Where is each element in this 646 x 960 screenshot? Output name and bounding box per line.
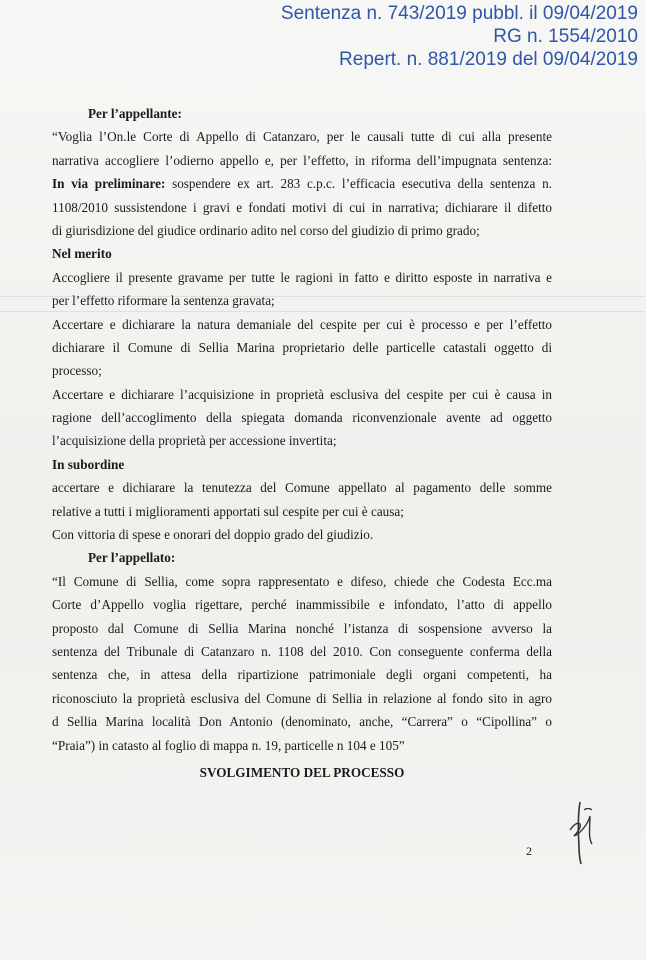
text-line: sentenza che, in attesa della ripartizione patrimoniale degli organi competenti, ha [52, 667, 552, 683]
document-body [52, 102, 552, 784]
text-line: sentenza del Tribunale di Catanzaro n. 1108 del 2010. Con conseguente conferma della [52, 643, 552, 659]
appellante-heading: Per l’appellante: [88, 106, 182, 121]
merito-heading: Nel merito [52, 246, 112, 262]
text-line: narrativa accogliere l’odierno appello e, per l’effetto, in riforma dell’impugnata sentenza: [52, 152, 552, 168]
text-line: Con vittoria di spese e onorari del doppio grado del giudizio. [52, 527, 374, 543]
text-line: Accogliere il presente gravame per tutte le ragioni in fatto e diritto esposte in narrativa e [52, 269, 552, 285]
text-line: Accertare e dichiarare l’acquisizione in proprietà esclusiva del cespite per cui è causa in [52, 386, 552, 402]
text-line: riconosciuto la proprietà esclusiva del Comune di Sellia in relazione al fondo sito in agro [52, 690, 552, 706]
signature-mark [566, 800, 598, 866]
page-number: 2 [526, 844, 532, 858]
repertorio-number: Repert. n. 881/2019 del 09/04/2019 [339, 49, 638, 70]
text-line: per l’effetto riformare la sentenza gravata; [52, 293, 275, 309]
text-line: In via preliminare: sospendere ex art. 283 c.p.c. l’efficacia esecutiva della sentenza n. [52, 176, 552, 192]
rg-number: RG n. 1554/2010 [493, 26, 638, 47]
text-line: 1108/2010 sussistendone i gravi e fondati motivi di cui in narrativa; dichiarare il difetto [52, 199, 552, 215]
sentence-number: Sentenza n. 743/2019 pubbl. il 09/04/2019 [280, 3, 638, 24]
registry-stamp [281, 2, 638, 71]
text-line: l’acquisizione della proprietà per accessione invertita; [52, 433, 337, 449]
text-line: “Il Comune di Sellia, come sopra rappresentato e difeso, chiede che Codesta Ecc.ma [52, 573, 552, 589]
text-line: accertare e dichiarare la tenutezza del Comune appellato al pagamento delle somme [52, 480, 552, 496]
text-line: d Sellia Marina località Don Antonio (denominato, anche, “Carrera” o “Cipollina” o [52, 714, 552, 730]
text-line: processo; [52, 363, 102, 379]
text-line: “Praia”) in catasto al foglio di mappa n. 19, particelle n 104 e 105” [52, 737, 405, 753]
text-line: di giurisdizione del giudice ordinario adito nel corso del giudizio di primo grado; [52, 222, 480, 238]
appellato-heading: Per l’appellato: [88, 550, 176, 566]
text-line: relative a tutti i miglioramenti apportati sul cespite per cui è causa; [52, 503, 404, 519]
section-heading: SVOLGIMENTO DEL PROCESSO [199, 764, 405, 780]
text-line: dichiarare il Comune di Sellia Marina proprietario delle particelle catastali oggetto di [52, 339, 552, 355]
text-line: Accertare e dichiarare la natura demaniale del cespite per cui è processo e per l’effetto [52, 316, 552, 332]
text-line: “Voglia l’On.le Corte di Appello di Catanzaro, per le causali tutte di cui alla presente [52, 129, 552, 145]
text-line: ragione dell’accoglimento della spiegata domanda riconvenzionale avente ad oggetto [52, 410, 552, 426]
text-line: Corte d’Appello voglia rigettare, perché inammissibile e infondato, l’atto di appello [52, 597, 552, 613]
text-line: proposto dal Comune di Sellia Marina nonché l’istanza di sospensione avverso la [52, 620, 552, 636]
preliminare-label: In via preliminare: [52, 176, 166, 192]
subordine-heading: In subordine [52, 456, 125, 472]
